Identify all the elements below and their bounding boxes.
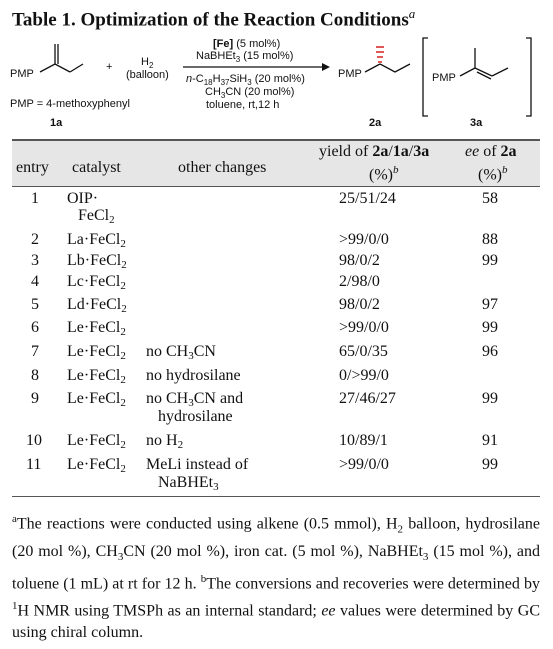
right-bracket (526, 38, 531, 116)
pmp-definition: PMP = 4-methoxyphenyl (10, 98, 130, 110)
cell-entry: 11 (26, 456, 42, 473)
cell-yield: 27/46/27 (339, 390, 396, 407)
header-yield: yield of 2a/1a/3a (319, 143, 430, 160)
product-2a-chain (380, 64, 410, 72)
hashed-wedge-bond (376, 47, 384, 62)
ch3cn-condition: $CH_3CN$ (20 mol%) (205, 86, 295, 100)
cell-ee: 99 (482, 456, 498, 473)
cell-ee: 99 (482, 252, 498, 269)
cell-other-changes: no $H_2$ (146, 432, 184, 451)
h2-label: $H_2$ (141, 56, 154, 70)
header-ee-unit: (%)$^b$ (478, 164, 508, 184)
cell-ee: 96 (482, 343, 498, 360)
cell-ee: 99 (482, 319, 498, 336)
product-2a-bond-1 (365, 64, 380, 72)
cell-entry: 7 (31, 343, 39, 360)
footnote-mark: b (501, 164, 508, 176)
cell-ee: 58 (482, 190, 498, 207)
cell-catalyst: Lb·FeCl$_2$ (67, 252, 127, 271)
cell-catalyst: La·FeCl$_2$ (67, 231, 126, 250)
cell-other-changes: MeLi instead of (146, 456, 249, 473)
cell-catalyst: Lc·FeCl$_2$ (67, 273, 126, 292)
cell-other-changes: NaBHEt$_3$ (158, 474, 219, 493)
left-bracket (423, 38, 428, 116)
nabhet3-condition: NaBHEt$_3$ (15 mol%) (196, 50, 294, 64)
cell-yield: 98/0/2 (339, 296, 380, 313)
pmp-label-3a: PMP (432, 72, 456, 84)
cell-catalyst: FeCl$_2$ (78, 207, 115, 226)
cell-yield: >99/0/0 (339, 231, 389, 248)
footnote-mark: a (12, 513, 17, 525)
cell-entry: 10 (26, 432, 42, 449)
cell-yield: 0/>99/0 (339, 367, 389, 384)
header-entry: entry (16, 159, 49, 176)
header-yield-unit: (%)$^b$ (369, 164, 399, 184)
silane-condition: $n-C_{18}H_{37}SiH_3$ (20 mol%) (186, 73, 305, 87)
cell-ee: 91 (482, 432, 498, 449)
arrow-head (322, 63, 330, 71)
header-rule (12, 186, 540, 187)
product-3a-bond-1 (460, 68, 475, 76)
cell-catalyst: Le·FeCl$_2$ (67, 343, 126, 362)
cell-other-changes: no $CH_3CN$ (146, 343, 216, 362)
header-catalyst: catalyst (72, 159, 121, 176)
catalyst-condition: [Fe] (5 mol%) (213, 38, 281, 50)
header-other-changes: other changes (178, 159, 267, 176)
cell-ee: 99 (482, 390, 498, 407)
cell-catalyst: Ld·FeCl$_2$ (67, 296, 127, 315)
cell-ee: 88 (482, 231, 498, 248)
balloon-label: (balloon) (126, 69, 169, 81)
footnote-mark: b (392, 164, 399, 176)
cell-entry: 1 (31, 190, 39, 207)
cell-entry: 9 (31, 390, 39, 407)
footnote-mark: a (408, 6, 416, 21)
cell-yield: >99/0/0 (339, 319, 389, 336)
cell-yield: >99/0/0 (339, 456, 389, 473)
cell-other-changes: no $CH_3CN$ and (146, 390, 244, 409)
cell-other-changes: no hydrosilane (146, 367, 241, 384)
cell-catalyst: Le·FeCl$_2$ (67, 319, 126, 338)
table-title: Table 1. Optimization of the Reaction Conditions$^a$ (12, 6, 416, 31)
cell-entry: 8 (31, 367, 39, 384)
cell-ee: 97 (482, 296, 498, 313)
cell-catalyst: Le·FeCl$_2$ (67, 390, 126, 409)
ethyl-bond (70, 64, 83, 72)
table-footnotes: $^a$The reactions were conducted using alkene (0.5 mmol), $H_2$ balloon, hydrosilane (20 mol %), $CH_3CN$ (20 mol %), iron cat. (5 mol %), NaBHEt$_3$ (15 mol %), and toluene (1 mL) at rt for 12 h. $^b$The conversions and recoveries were determined by $^1$H NMR using TMSPh as an internal standard; ee values were determined by GC using chiral column. (12, 513, 540, 642)
alkene-1a-bonds (40, 64, 70, 72)
cell-entry: 6 (31, 319, 39, 336)
pmp-label-1a: PMP (10, 68, 34, 80)
cell-other-changes: hydrosilane (158, 408, 233, 425)
double-bond-3a-2 (477, 72, 491, 79)
pmp-label-2a: PMP (338, 68, 362, 80)
table-bottom-rule (12, 496, 540, 497)
reaction-scheme (0, 34, 553, 134)
plus-sign: + (106, 61, 113, 73)
compound-label-3a: 3a (470, 117, 483, 129)
cell-entry: 4 (31, 273, 39, 290)
solvent-condition: toluene, rt,12 h (206, 99, 280, 111)
compound-label-2a: 2a (369, 117, 382, 129)
cell-yield: 10/89/1 (339, 432, 388, 449)
cell-catalyst: Le·FeCl$_2$ (67, 367, 126, 386)
cell-yield: 2/98/0 (339, 273, 380, 290)
cell-catalyst: OIP· (67, 190, 99, 207)
footnote-mark: b (200, 572, 207, 585)
cell-yield: 98/0/2 (339, 252, 380, 269)
compound-label-1a: 1a (50, 117, 63, 129)
cell-yield: 65/0/35 (339, 343, 388, 360)
cell-entry: 5 (31, 296, 39, 313)
cell-catalyst: Le·FeCl$_2$ (67, 432, 126, 451)
cell-yield: 25/51/24 (339, 190, 396, 207)
cell-catalyst: Le·FeCl$_2$ (67, 456, 126, 475)
cell-entry: 2 (31, 231, 39, 248)
cell-entry: 3 (31, 252, 39, 269)
terminal-bond-3a (492, 68, 508, 76)
header-ee: ee of 2a (465, 143, 517, 160)
